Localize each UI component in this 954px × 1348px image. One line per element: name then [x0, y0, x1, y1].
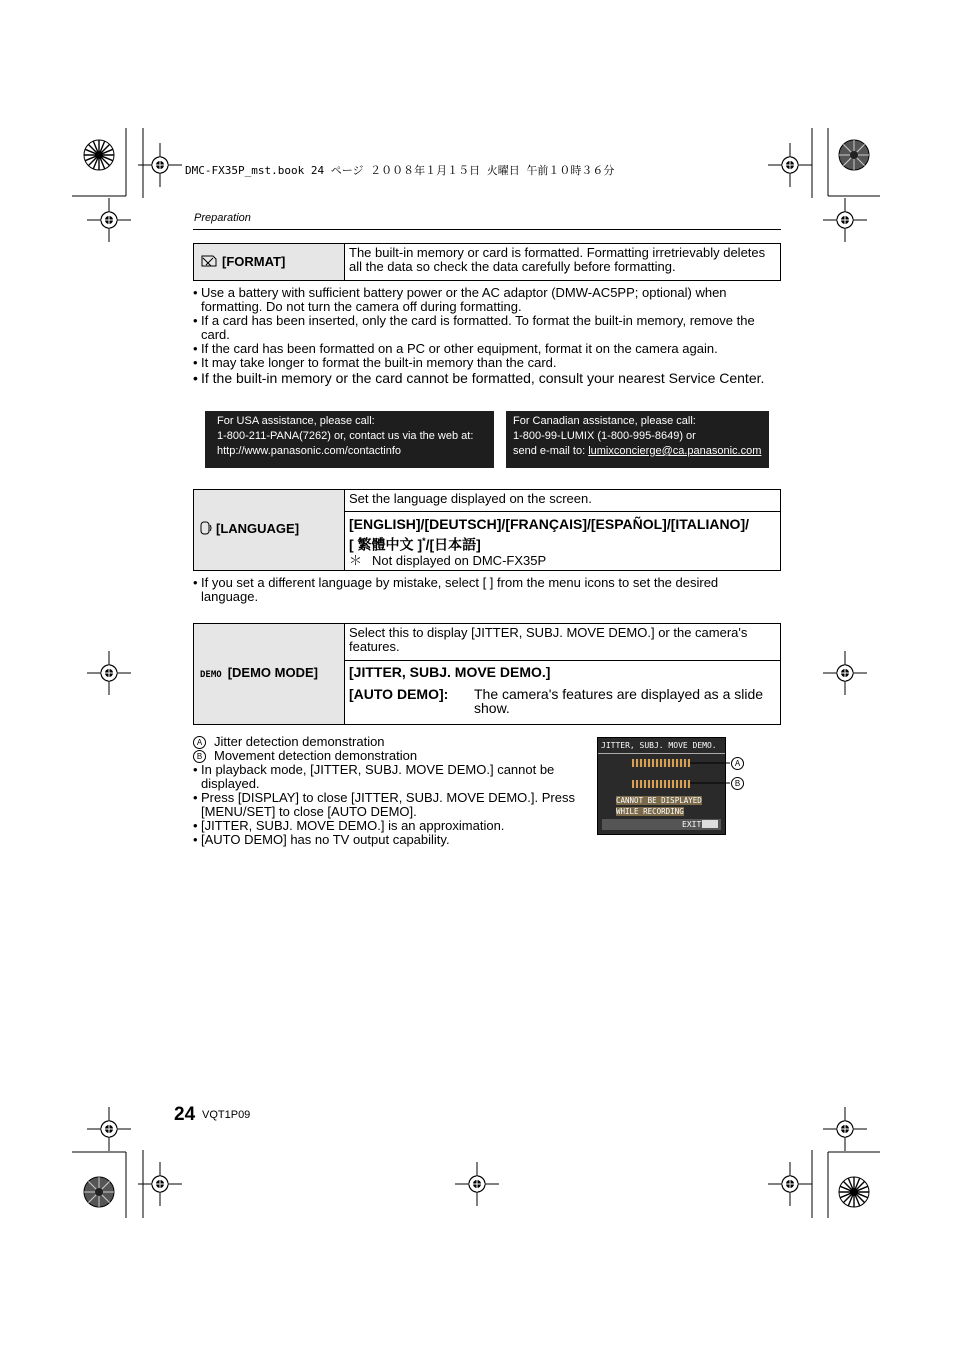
format-notes: [193, 286, 773, 387]
section-title: Preparation: [194, 212, 251, 224]
list-item: • It may take longer to format the built-in memory than the card.: [193, 356, 773, 370]
usa-line-1: For USA assistance, please call:: [217, 415, 375, 427]
language-options: [ENGLISH]/[DEUTSCH]/[FRANÇAIS]/[ESPAÑOL]/[ITALIANO]/: [349, 516, 749, 532]
list-item: • If the built-in memory or the card cannot be formatted, consult your nearest Service Center.: [193, 370, 773, 387]
canada-line-1: For Canadian assistance, please call:: [513, 415, 696, 427]
callout-b: [193, 749, 588, 763]
print-header: DMC-FX35P_mst.book 24 ページ ２００８年１月１５日 火曜日 午前１０時３６分: [185, 164, 615, 177]
section-rule: [193, 229, 781, 230]
demo-notes: [193, 735, 588, 847]
language-label: [LANGUAGE]: [216, 521, 300, 537]
demo-option-auto: [AUTO DEMO]:: [349, 686, 449, 702]
email-link[interactable]: lumixconcierge@ca.panasonic.com: [588, 445, 762, 457]
language-options-japanese: /[日本語]: [425, 536, 481, 553]
demo-table: [193, 623, 781, 725]
footnote-star: *: [422, 536, 426, 546]
language-options-chinese: [ 繁體中文 ]: [349, 536, 423, 553]
demo-option-auto-desc: The camera's features are displayed as a slide show.: [474, 686, 764, 716]
lcd-exit: EXIT: [682, 820, 702, 829]
usa-line-3: http://www.panasonic.com/contactinfo: [217, 445, 402, 457]
lcd-warning-1: CANNOT BE DISPLAYED: [616, 796, 702, 805]
demo-label-cell: [194, 624, 345, 725]
list-item: • Press [DISPLAY] to close [JITTER, SUBJ. MOVE DEMO.]. Press [MENU/SET] to close [AUTO DEMO].: [193, 791, 588, 819]
language-note: Not displayed on DMC-FX35P: [372, 552, 547, 568]
callout-a-mark: A: [193, 736, 206, 749]
demo-label: [DEMO MODE]: [227, 665, 318, 680]
demo-option-jitter: [JITTER, SUBJ. MOVE DEMO.]: [349, 664, 551, 680]
list-item: • [JITTER, SUBJ. MOVE DEMO.] is an approximation.: [193, 819, 588, 833]
format-table: [193, 243, 781, 281]
canada-line-3: send e-mail to:: [513, 445, 589, 457]
list-item: • Use a battery with sufficient battery power or the AC adaptor (DMW-AC5PP; optional) when formatting. Do not turn the camera off during formatting.: [193, 286, 773, 314]
list-item: • If a card has been inserted, only the card is formatted. To format the built-in memory, remove the card.: [193, 314, 773, 342]
language-icon: [200, 521, 212, 538]
demo-options-cell: [345, 661, 781, 725]
document-code: VQT1P09: [202, 1109, 251, 1121]
lcd-callout-a: A: [731, 757, 744, 770]
canada-line-2: 1-800-99-LUMIX (1-800-995-8649) or: [513, 430, 696, 442]
usa-assistance-box: [205, 411, 494, 468]
format-desc: The built-in memory or card is formatted. Formatting irretrievably deletes all the data so check the data carefully before formatting.: [345, 244, 781, 281]
list-item: • [AUTO DEMO] has no TV output capability.: [193, 833, 588, 847]
movement-bar: [632, 780, 690, 788]
language-table: [193, 489, 781, 571]
callout-a: [193, 735, 588, 749]
format-icon: [200, 254, 218, 271]
callout-a-text: Jitter detection demonstration: [214, 734, 385, 749]
usa-line-2: 1-800-211-PANA(7262) or, contact us via the web at:: [217, 430, 474, 442]
format-label: [FORMAT]: [222, 253, 286, 269]
jitter-bar: [632, 759, 690, 767]
page-number: 24: [174, 1104, 196, 1125]
note-mark: ＊: [349, 552, 363, 568]
language-desc: Set the language displayed on the screen.: [345, 490, 781, 512]
lcd-warning-2: WHILE RECORDING: [616, 807, 684, 816]
language-label-cell: [194, 490, 345, 571]
list-item: • If you set a different language by mistake, select [ ] from the menu icons to set the desired language.: [193, 576, 773, 604]
language-notes: [193, 576, 773, 604]
callout-b-mark: B: [193, 750, 206, 763]
list-item: • In playback mode, [JITTER, SUBJ. MOVE DEMO.] cannot be displayed.: [193, 763, 588, 791]
lcd-callout-b: B: [731, 777, 744, 790]
canada-assistance-box: [506, 411, 769, 468]
lcd-title: JITTER, SUBJ. MOVE DEMO.: [601, 741, 717, 750]
language-options-cell: [345, 512, 781, 571]
callout-b-text: Movement detection demonstration: [214, 748, 418, 764]
display-button-icon: [702, 820, 718, 828]
format-label-cell: [194, 244, 345, 281]
demo-desc: Select this to display [JITTER, SUBJ. MOVE DEMO.] or the camera's features.: [345, 624, 781, 661]
demo-icon: DEMO: [200, 670, 222, 680]
list-item: • If the card has been formatted on a PC or other equipment, format it on the camera again.: [193, 342, 773, 356]
